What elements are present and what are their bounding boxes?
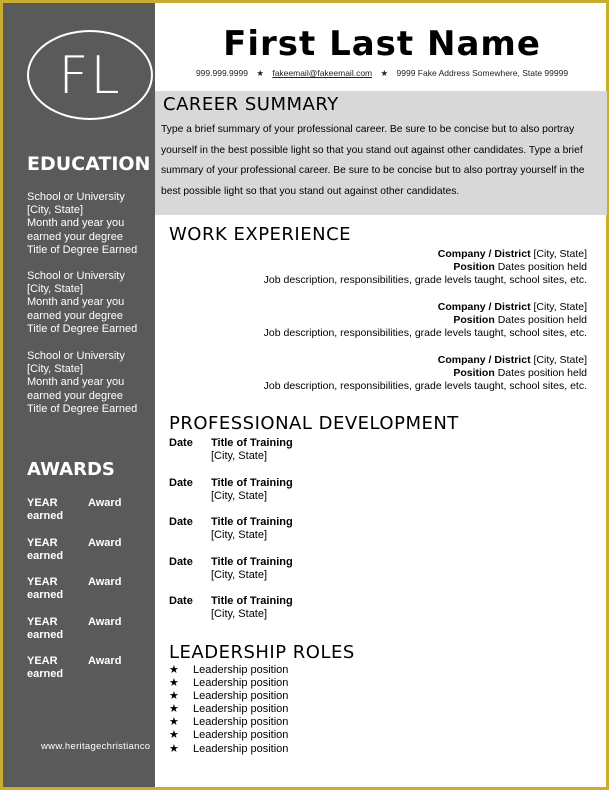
leadership-position: Leadership position [193,716,289,729]
career-summary-box [155,91,607,215]
leadership-position: Leadership position [193,742,289,755]
career-summary-heading: CAREER SUMMARY [163,94,339,115]
job-company: Company / District [437,248,531,260]
job-position: Position [453,367,495,379]
candidate-name: First Last Name [223,24,541,64]
awards-heading: AWARDS [27,459,115,480]
job-location: [City, State] [533,301,587,313]
job-dates: Dates position held [497,261,587,273]
job-description: Job description, responsibilities, grade levels taught, school sites, etc. [263,380,587,392]
job-company: Company / District [437,301,531,313]
award-name: Award [88,616,122,628]
job-company: Company / District [437,354,531,366]
training-title: Title of Training [211,437,293,449]
education-date: Month and year you [27,376,125,389]
award-year: YEAR [27,616,58,628]
job-location: [City, State] [533,248,587,260]
education-school: School or University [27,350,125,362]
training-location: [City, State] [211,450,268,462]
training-date: Date [169,516,193,528]
education-date: earned your degree [27,230,124,243]
education-item [27,191,155,257]
education-location: [City, State] [27,283,84,296]
star-icon: ★ [169,664,179,676]
training-title: Title of Training [211,556,293,568]
job-entry [264,248,587,287]
star-icon: ★ [169,703,179,716]
job-dates: Dates position held [497,367,587,379]
phone: 999.999.9999 [195,68,248,78]
job-entry [264,301,587,340]
training-date: Date [169,437,193,449]
star-icon: ★ [169,742,179,755]
training-title: Title of Training [211,477,293,489]
job-description: Job description, responsibilities, grade levels taught, school sites, etc. [263,274,587,286]
award-year: YEAR [27,497,58,509]
star-icon: ★ [169,729,179,742]
award-name: Award [88,537,122,549]
star-icon: ★ [169,716,179,729]
job-location: [City, State] [533,354,587,366]
leadership-position: Leadership position [193,690,289,703]
award-year: YEAR [27,655,58,667]
education-date: Month and year you [27,217,125,230]
training-location: [City, State] [211,490,268,502]
award-name: Award [88,497,122,509]
education-location: [City, State] [27,363,84,376]
award-earned: earned [27,510,64,523]
address: 9999 Fake Address Somewhere, State 99999 [396,68,569,78]
training-date: Date [169,477,193,489]
star-icon: ★ [256,68,264,78]
monogram: FL [58,46,122,106]
training-title: Title of Training [211,516,293,528]
job-dates: Dates position held [497,314,587,326]
watermark: www.heritagechristianco [41,741,151,752]
star-icon: ★ [169,690,179,703]
job-entry [264,354,587,393]
award-year: YEAR [27,576,58,588]
star-icon: ★ [380,68,389,78]
work-experience-heading: WORK EXPERIENCE [169,224,352,245]
training-date: Date [169,556,193,568]
award-year: YEAR [27,537,58,549]
award-name: Award [88,655,122,667]
education-date: earned your degree [27,309,124,322]
leadership-position: Leadership position [193,703,289,716]
education-degree: Title of Degree Earned [27,402,138,415]
star-icon: ★ [169,677,179,690]
education-school: School or University [27,191,125,203]
training-date: Date [169,595,193,607]
leadership-position: Leadership position [193,664,289,676]
job-description: Job description, responsibilities, grade levels taught, school sites, etc. [263,327,587,339]
award-earned: earned [27,589,64,602]
education-item [27,270,155,336]
award-earned: earned [27,550,64,563]
education-degree: Title of Degree Earned [27,243,138,256]
training-title: Title of Training [211,595,293,607]
education-school: School or University [27,270,125,282]
education-location: [City, State] [27,204,84,217]
training-location: [City, State] [211,608,268,620]
training-location: [City, State] [211,529,268,541]
award-earned: earned [27,668,64,681]
award-name: Award [88,576,122,588]
education-heading: EDUCATION [27,153,151,175]
education-degree: Title of Degree Earned [27,322,138,335]
award-earned: earned [27,629,64,642]
career-summary-text: Type a brief summary of your professional career. Be sure to be concise but to also portray yourself in the best possible light so that you stand out against other candidates. Type a brief summary of your professional career. Be sure to be concise but to also portray yourself in the best possible light so that you stand out against other candidates. [161,124,585,198]
job-position: Position [453,261,495,273]
professional-development-heading: PROFESSIONAL DEVELOPMENT [169,413,459,434]
training-location: [City, State] [211,569,268,581]
education-date: earned your degree [27,389,124,402]
job-position: Position [453,314,495,326]
monogram-circle [27,30,153,120]
sidebar [3,3,155,787]
education-item [27,350,155,416]
email-link[interactable]: fakeemail@fakeemail.com [272,68,373,78]
leadership-position: Leadership position [193,729,289,742]
leadership-position: Leadership position [193,677,289,690]
education-date: Month and year you [27,296,125,309]
contact-line [155,68,609,79]
leadership-roles-heading: LEADERSHIP ROLES [169,642,355,663]
